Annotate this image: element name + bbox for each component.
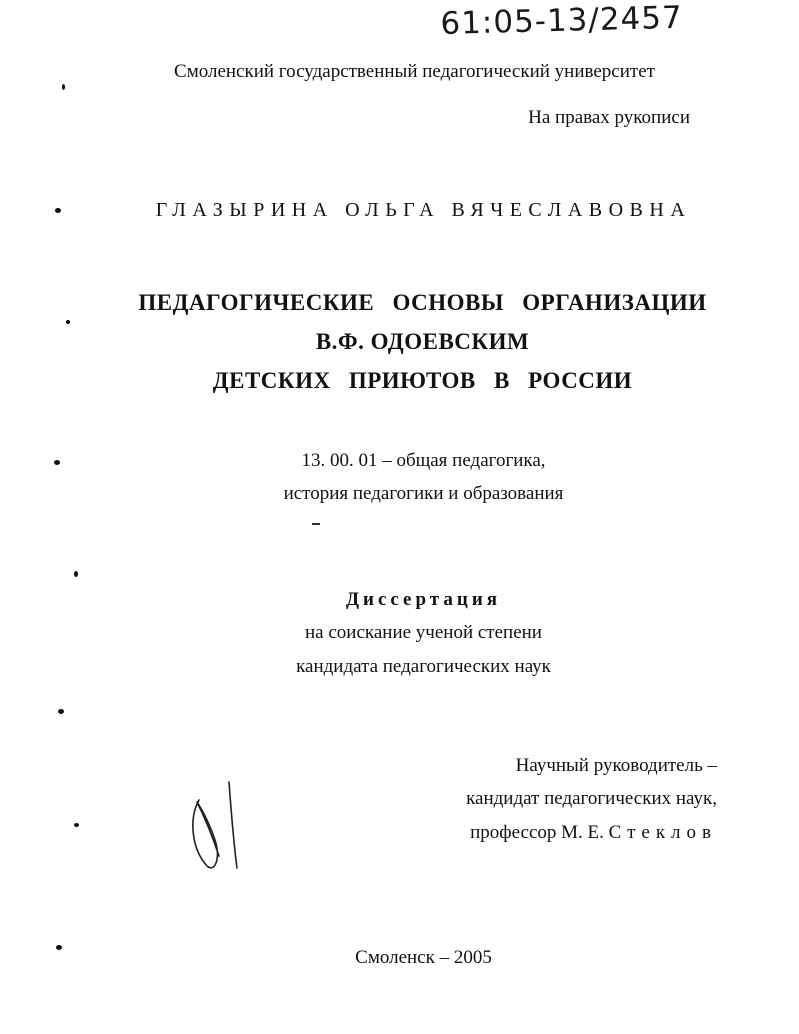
dissertation-label: Диссертация — [345, 589, 502, 610]
scan-artifact — [54, 460, 60, 465]
scan-artifact — [74, 823, 79, 827]
university-name: Смоленский государственный педагогический университет — [174, 61, 655, 82]
supervisor-surname: Стеклов — [608, 822, 717, 843]
title-word: ОРГАНИЗАЦИИ — [522, 290, 707, 315]
title-line-3 — [0, 368, 799, 394]
scan-artifact — [56, 945, 62, 950]
scan-artifact — [58, 709, 64, 714]
specialty-name: история педагогики и образования — [283, 483, 564, 504]
title-word: ОСНОВЫ — [392, 290, 504, 315]
signature-mark — [185, 778, 245, 873]
manuscript-rights-note: На правах рукописи — [528, 107, 690, 128]
author-name: ГЛАЗЫРИНА ОЛЬГА ВЯЧЕСЛАВОВНА — [155, 199, 692, 221]
supervisor-role: Научный руководитель – — [515, 755, 717, 776]
title-word: ПРИЮТОВ — [348, 368, 476, 393]
title-word: ПЕДАГОГИЧЕСКИЕ — [138, 290, 375, 315]
supervisor-title: профессор М. Е. — [470, 822, 604, 843]
degree-line-2: кандидата педагогических наук — [296, 656, 551, 677]
title-word: РОССИИ — [528, 368, 633, 393]
specialty-code: 13. 00. 01 – общая педагогика, — [301, 450, 546, 471]
scan-artifact — [66, 320, 70, 324]
city-year: Смоленск – 2005 — [355, 947, 492, 968]
title-word: В — [494, 368, 510, 393]
title-line-2: В.Ф. ОДОЕВСКИМ — [315, 329, 530, 354]
supervisor-degree: кандидат педагогических наук, — [466, 788, 717, 809]
supervisor-name — [470, 822, 717, 844]
scan-artifact — [55, 208, 61, 213]
degree-line-1: на соискание ученой степени — [305, 622, 542, 643]
scan-artifact — [74, 571, 78, 577]
title-line-1 — [0, 290, 799, 316]
title-word: ДЕТСКИХ — [212, 368, 331, 393]
archive-number-handwritten: 61:05-13/2457 — [440, 0, 684, 42]
scan-artifact — [312, 523, 320, 525]
scan-artifact — [62, 84, 65, 90]
